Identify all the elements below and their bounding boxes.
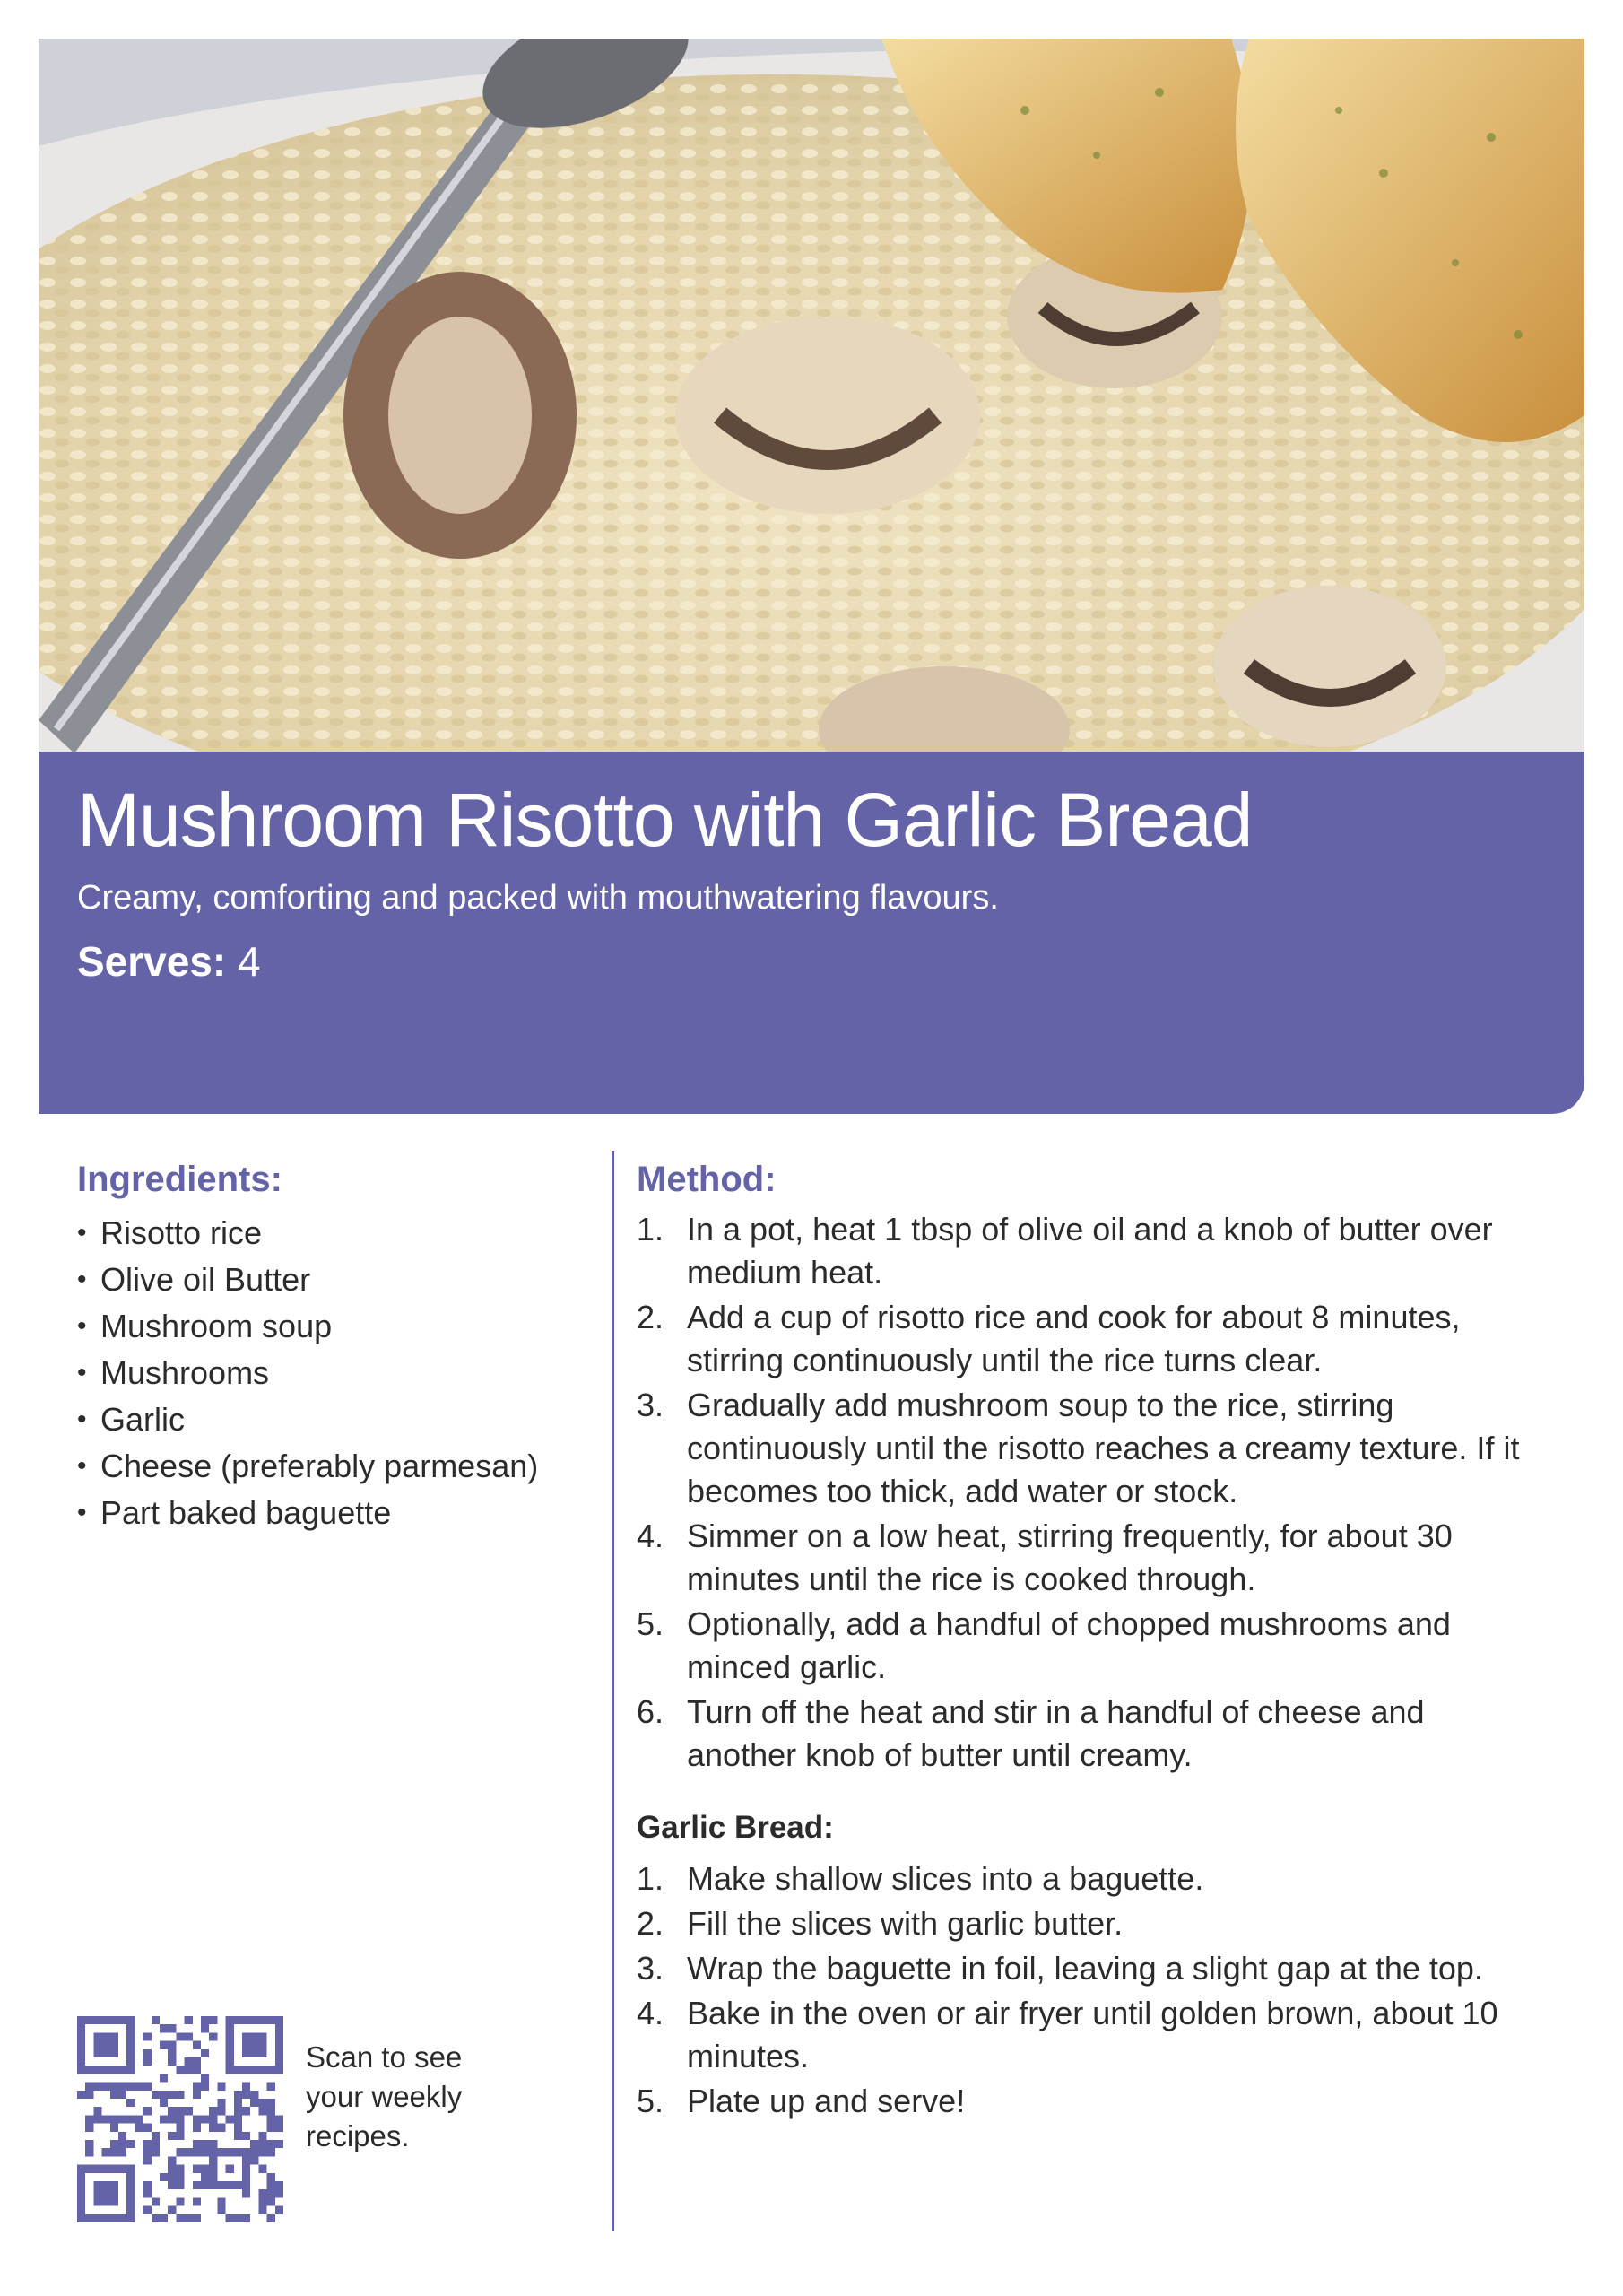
step-text: Bake in the oven or air fryer until golden brown, about 10 minutes. [687, 1995, 1498, 2074]
step-number: 3. [637, 1387, 664, 1423]
step-number: 4. [637, 1995, 664, 2031]
step-number: 5. [637, 2083, 664, 2119]
column-divider [612, 1151, 614, 2231]
ingredient-item: • Mushrooms [77, 1350, 538, 1396]
risotto-photo-icon [39, 39, 1584, 753]
step-number: 6. [637, 1693, 664, 1730]
ingredient-item: • Risotto rice [77, 1210, 538, 1257]
ingredient-item: • Cheese (preferably parmesan) [77, 1443, 538, 1490]
method-step [637, 1384, 1542, 1513]
serves-value: 4 [238, 938, 261, 985]
step-number: 2. [637, 1905, 664, 1942]
ingredient-item: • Part baked baguette [77, 1490, 538, 1536]
title-banner [39, 752, 1584, 1114]
method-step [637, 1691, 1542, 1777]
ingredients-heading: Ingredients: [77, 1160, 282, 1199]
ingredient-item: • Mushroom soup [77, 1303, 538, 1350]
step-text: Add a cup of risotto rice and cook for about 8 minutes, stirring continuously until the rice turns clear. [687, 1299, 1461, 1378]
garlic-bread-heading: Garlic Bread: [637, 1810, 834, 1845]
serves-label: Serves: [77, 938, 227, 985]
step-number: 1. [637, 1211, 664, 1248]
step-number: 3. [637, 1950, 664, 1987]
step-text: Wrap the baguette in foil, leaving a slight gap at the top. [687, 1950, 1483, 1987]
step-text: Turn off the heat and stir in a handful of cheese and another knob of butter until creamy. [687, 1693, 1425, 1773]
garlic-bread-steps [637, 1857, 1542, 2125]
step-number: 5. [637, 1605, 664, 1642]
step-number: 2. [637, 1299, 664, 1335]
step-text: Plate up and serve! [687, 2083, 966, 2119]
recipe-title: Mushroom Risotto with Garlic Bread [77, 778, 1253, 862]
step-text: In a pot, heat 1 tbsp of olive oil and a knob of butter over medium heat. [687, 1211, 1493, 1291]
step-number: 4. [637, 1518, 664, 1554]
method-steps [637, 1208, 1542, 1779]
method-heading: Method: [637, 1160, 777, 1199]
step-text: Gradually add mushroom soup to the rice, stirring continuously until the risotto reaches a creamy texture. If it becomes too thick, add water or stock. [687, 1387, 1520, 1509]
method-step [637, 1515, 1542, 1601]
garlic-bread-step [637, 1902, 1542, 1945]
garlic-bread-step [637, 2080, 1542, 2123]
step-text: Optionally, add a handful of chopped mushrooms and minced garlic. [687, 1605, 1451, 1685]
step-text: Simmer on a low heat, stirring frequently, for about 30 minutes until the rice is cooked through. [687, 1518, 1453, 1597]
ingredients-list [77, 1210, 538, 1536]
garlic-bread-step [637, 1857, 1542, 1900]
method-step [637, 1296, 1542, 1382]
garlic-bread-step [637, 1947, 1542, 1990]
step-number: 1. [637, 1860, 664, 1897]
qr-code-icon[interactable] [77, 2016, 283, 2222]
method-step [637, 1208, 1542, 1294]
qr-caption: Scan to see your weekly recipes. [306, 2040, 463, 2152]
garlic-bread-step [637, 1992, 1542, 2078]
recipe-subtitle: Creamy, comforting and packed with mouthwatering flavours. [77, 879, 999, 917]
qr-code-graphic [77, 2016, 283, 2222]
step-text: Fill the slices with garlic butter. [687, 1905, 1124, 1942]
step-text: Make shallow slices into a baguette. [687, 1860, 1204, 1897]
ingredient-item: • Garlic [77, 1396, 538, 1443]
serves-line [77, 937, 261, 986]
risotto-photo [39, 39, 1584, 753]
ingredient-item: • Olive oil Butter [77, 1257, 538, 1303]
method-step [637, 1603, 1542, 1689]
